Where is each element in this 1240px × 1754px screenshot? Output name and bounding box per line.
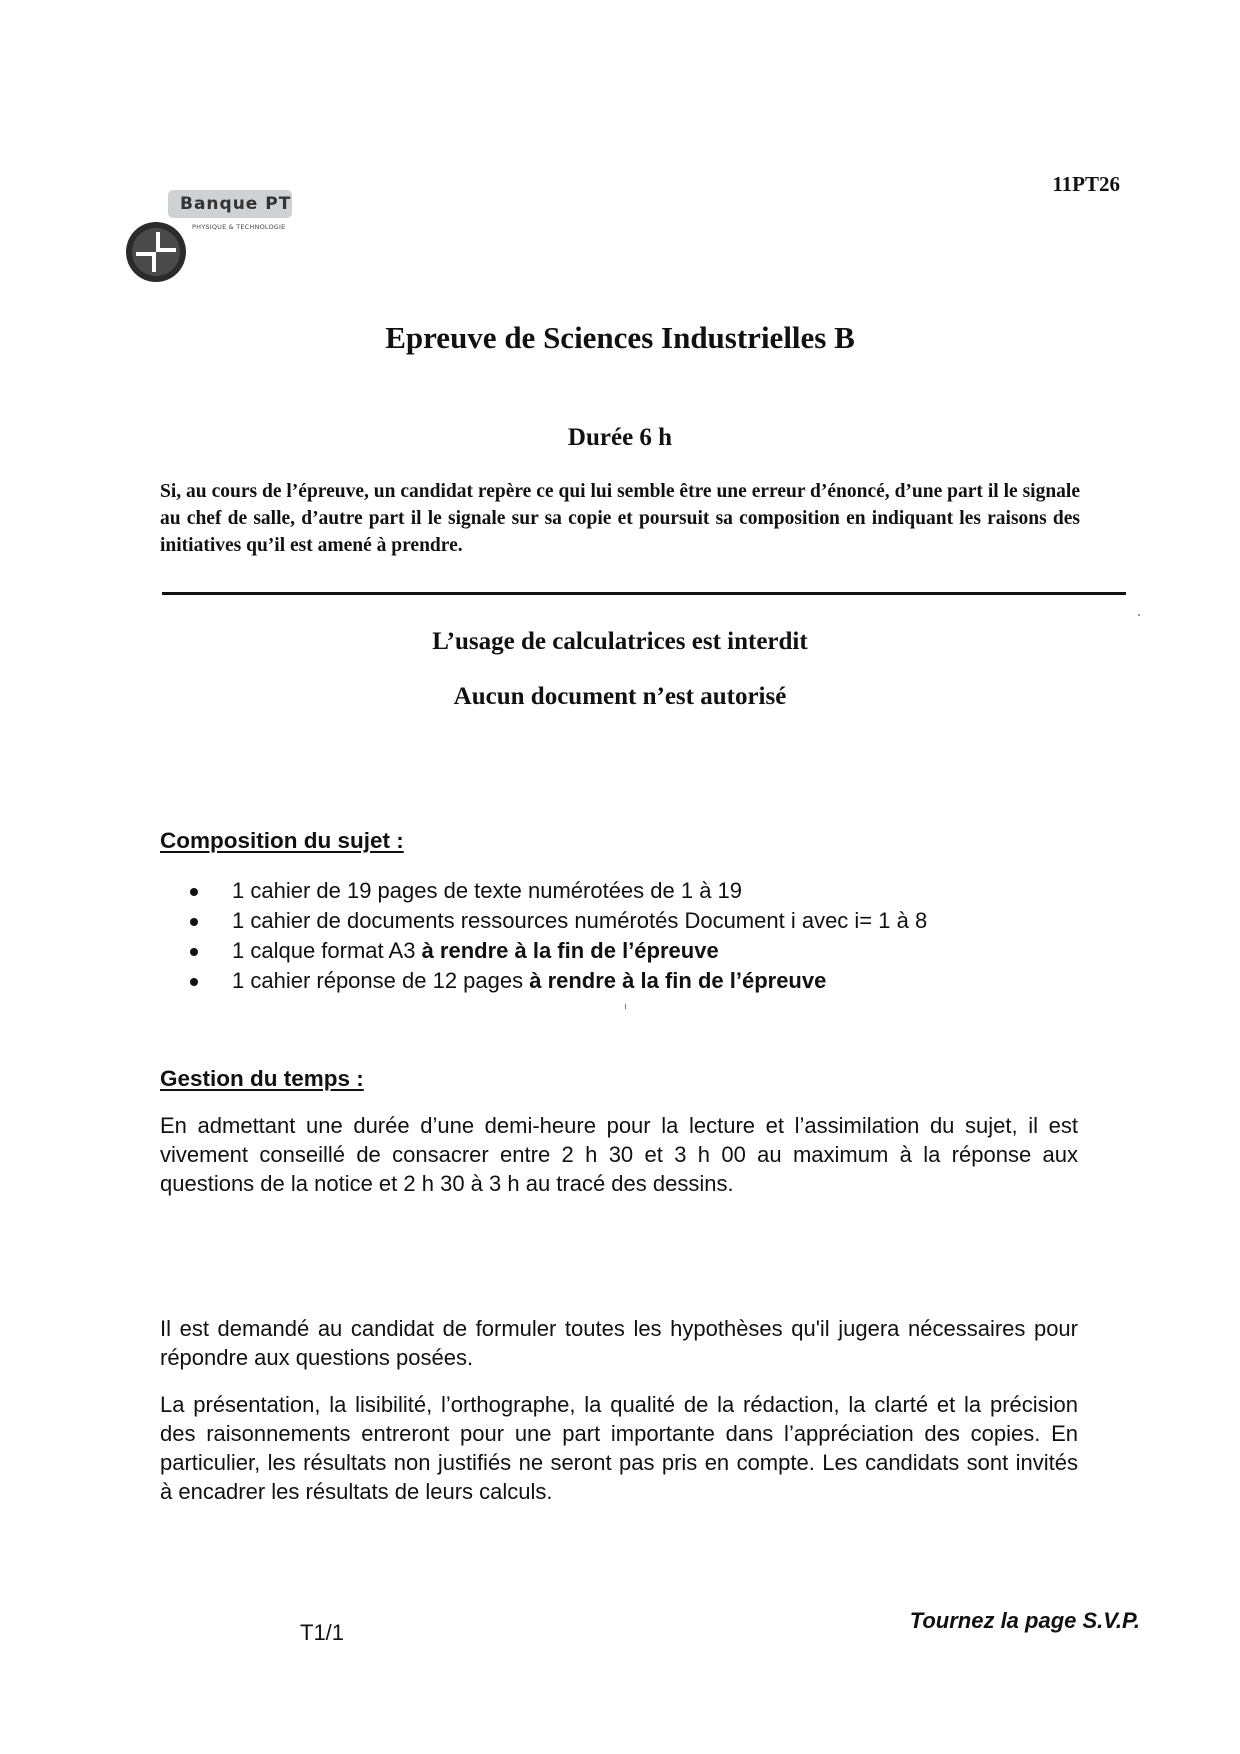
bullet-icon (190, 978, 198, 986)
hypotheses-paragraph: Il est demandé au candidat de formuler toutes les hypothèses qu'il jugera nécessaires pour répondre aux questions posées. (160, 1316, 1078, 1370)
bullet-icon (190, 918, 198, 926)
list-item-text: 1 calque format A3 (232, 938, 422, 963)
calculator-rule: L’usage de calculatrices est interdit (432, 628, 808, 655)
gestion-paragraph: En admettant une durée d’une demi-heure pour la lecture et l’assimilation du sujet, il est vivement conseillé de consacrer entre 2 h 30 et 3 h 00 au maximum à la réponse aux questions de la notice et 2 h 30 à 3 h au tracé des dessins. (160, 1113, 1078, 1196)
logo-subtitle: PHYSIQUE & TECHNOLOGIE (192, 223, 286, 231)
list-item-emphasis: à rendre à la fin de l’épreuve (421, 938, 719, 963)
logo-circle-icon (124, 220, 188, 284)
scan-speck (1138, 614, 1140, 616)
list-item-text: 1 cahier de documents ressources numérotés Document i avec i= 1 à 8 (232, 908, 928, 933)
list-item-emphasis: à rendre à la fin de l’épreuve (529, 968, 827, 993)
error-notice: Si, au cours de l’épreuve, un candidat repère ce qui lui semble être une erreur d’énoncé, d’une part il le signale au chef de salle, d’autre part il le signale sur sa copie et poursuit sa composition en indiquant les raisons des initiatives qu’il est amené à prendre. (160, 481, 1080, 556)
list-item (190, 876, 1090, 906)
logo-name: Banque PT (180, 194, 292, 214)
document-rule: Aucun document n’est autorisé (453, 683, 787, 710)
page-number: T1/1 (300, 1620, 345, 1645)
scan-speck (625, 1004, 626, 1009)
exam-duration: Durée 6 h (567, 424, 673, 451)
list-item-text: 1 cahier réponse de 12 pages (232, 968, 530, 993)
list-item-text: 1 cahier de 19 pages de texte numérotées de 1 à 19 (232, 878, 743, 903)
turn-page-note: Tournez la page S.V.P. (909, 1608, 1140, 1633)
gestion-heading: Gestion du temps : (160, 1066, 364, 1091)
bullet-icon (190, 888, 198, 896)
divider (162, 592, 1126, 595)
list-item (190, 936, 1090, 966)
bullet-icon (190, 948, 198, 956)
presentation-paragraph: La présentation, la lisibilité, l’orthographe, la qualité de la rédaction, la clarté et la précision des raisonnements entreront pour une part importante dans l’appréciation des copies. En particulier, les résultats non justifiés ne seront pas pris en compte. Les candidats sont invités à encadrer les résultats de leurs calculs. (160, 1392, 1078, 1504)
list-item (190, 966, 1090, 996)
exam-reference: 11PT26 (1052, 172, 1120, 196)
composition-list (190, 876, 1090, 996)
page-title: Epreuve de Sciences Industrielles B (385, 320, 855, 355)
list-item (190, 906, 1090, 936)
composition-heading: Composition du sujet : (160, 828, 404, 853)
banque-pt-logo (124, 190, 304, 290)
